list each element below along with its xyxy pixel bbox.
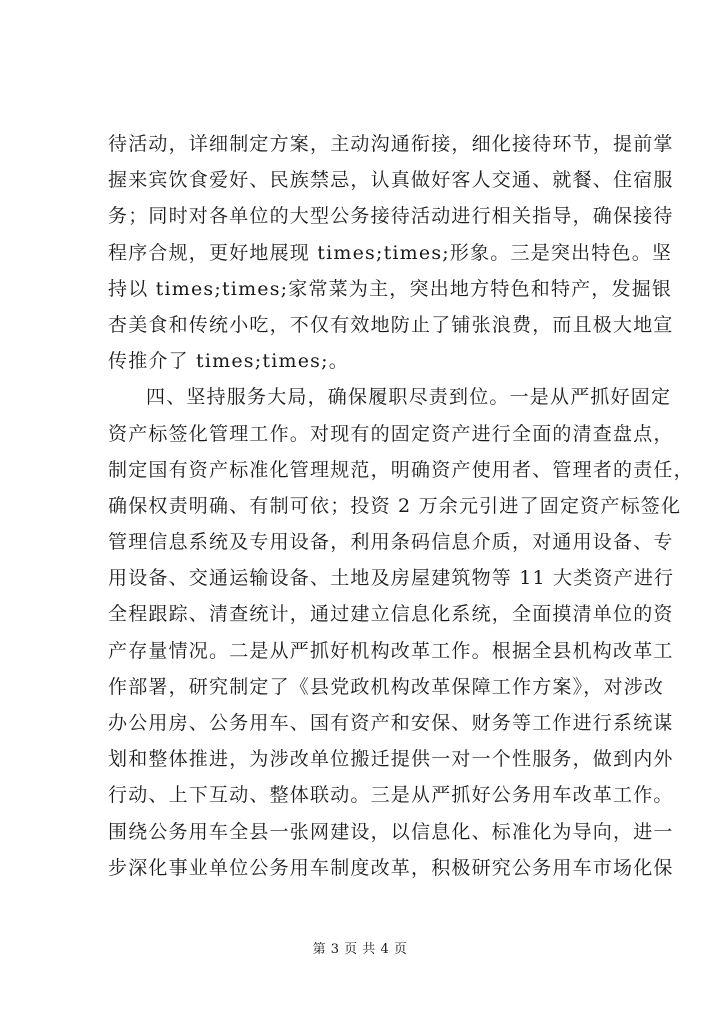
text-line: 用设备、交通运输设备、土地及房屋建筑物等 11 大类资产进行	[108, 567, 675, 590]
text-line: 作部署，研究制定了《县党政机构改革保障工作方案》，对涉改	[108, 675, 665, 698]
text-line: 围绕公务用车全县一张网建设，以信息化、标准化为导向，进一	[108, 820, 674, 843]
text-line: 步深化事业单位公务用车制度改革，积极研究公务用车市场化保	[108, 856, 674, 879]
text-line: 全程跟踪、清查统计，通过建立信息化系统，全面摸清单位的资	[108, 603, 674, 626]
paragraph-start-line: 四、坚持服务大局，确保履职尽责到位。一是从严抓好固定	[146, 386, 672, 409]
text-line: 待活动，详细制定方案，主动沟通衔接，细化接待环节，提前掌	[108, 133, 674, 155]
body-text	[108, 126, 694, 886]
text-line: 杏美食和传统小吃，不仅有效地防止了铺张浪费，而且极大地宣	[108, 313, 674, 336]
text-line: 资产标签化管理工作。对现有的固定资产进行全面的清查盘点，	[108, 422, 674, 445]
text-line: 制定国有资产标准化管理规范，明确资产使用者、管理者的责任，	[108, 458, 694, 481]
text-line: 行动、上下互动、整体联动。三是从严抓好公务用车改革工作。	[108, 784, 674, 807]
text-line: 办公用房、公务用车、国有资产和安保、财务等工作进行系统谋	[108, 712, 674, 734]
text-line: 握来宾饮食爱好、民族禁忌，认真做好客人交通、就餐、住宿服	[108, 169, 674, 192]
text-line: 持以 times;times;家常菜为主，突出地方特色和特产，发掘银	[108, 277, 673, 300]
text-line: 产存量情况。二是从严抓好机构改革工作。根据全县机构改革工	[108, 639, 674, 662]
text-line: 确保权责明确、有制可依；投资 2 万余元引进了固定资产标签化	[108, 494, 682, 517]
text-line: 管理信息系统及专用设备，利用条码信息介质，对通用设备、专	[108, 531, 674, 554]
text-line: 程序合规，更好地展现 times;times;形象。三是突出特色。坚	[108, 241, 673, 264]
page-footer	[0, 938, 720, 957]
text-line: 划和整体推进，为涉改单位搬迁提供一对一个性服务，做到内外	[108, 748, 674, 771]
text-line: 传推介了 times;times;。	[108, 350, 349, 373]
text-line: 务；同时对各单位的大型公务接待活动进行相关指导，确保接待	[108, 205, 674, 228]
page-number: 第 3 页 共 4 页	[312, 942, 408, 957]
